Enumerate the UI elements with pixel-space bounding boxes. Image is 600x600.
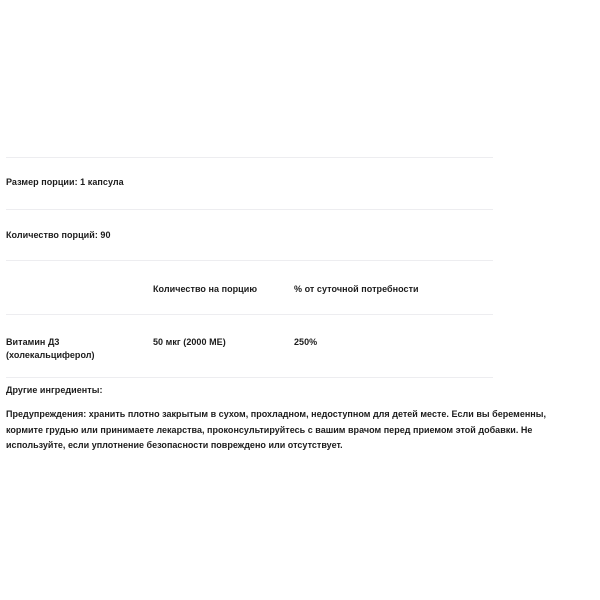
column-header-percent-daily-value: % от суточной потребности (294, 284, 419, 294)
supplement-facts-panel (6, 157, 493, 378)
nutrient-percent-daily-value-cell: 250% (294, 337, 318, 347)
other-ingredients-label: Другие ингредиенты: (6, 385, 103, 395)
table-row (6, 315, 493, 377)
footer-text-block (6, 384, 578, 454)
servings-per-container-label: Количество порций: 90 (6, 230, 111, 240)
warnings-paragraph: Предупреждения: хранить плотно закрытым в сухом, прохладном, недоступном для детей месте. Если вы беременны, кормите грудью или принимаете лекарства, проконсультируйтесь с вашим врачом перед приемом этой добавки. Не используйте, если уплотнение безопасности повреждено или отсутствует. (6, 409, 546, 450)
serving-size-row (6, 158, 493, 209)
servings-per-container-row (6, 210, 493, 260)
nutrient-name-cell (6, 336, 151, 362)
nutrient-name-line-2: (холекальциферол) (6, 350, 95, 360)
nutrient-amount-per-serving-cell: 50 мкг (2000 МЕ) (153, 337, 226, 347)
nutrient-table-header-row (6, 261, 493, 314)
column-header-amount-per-serving: Количество на порцию (153, 284, 258, 294)
nutrient-name-line-1: Витамин Д3 (6, 337, 60, 347)
serving-size-label: Размер порции: 1 капсула (6, 177, 124, 187)
divider-bottom (6, 377, 493, 378)
